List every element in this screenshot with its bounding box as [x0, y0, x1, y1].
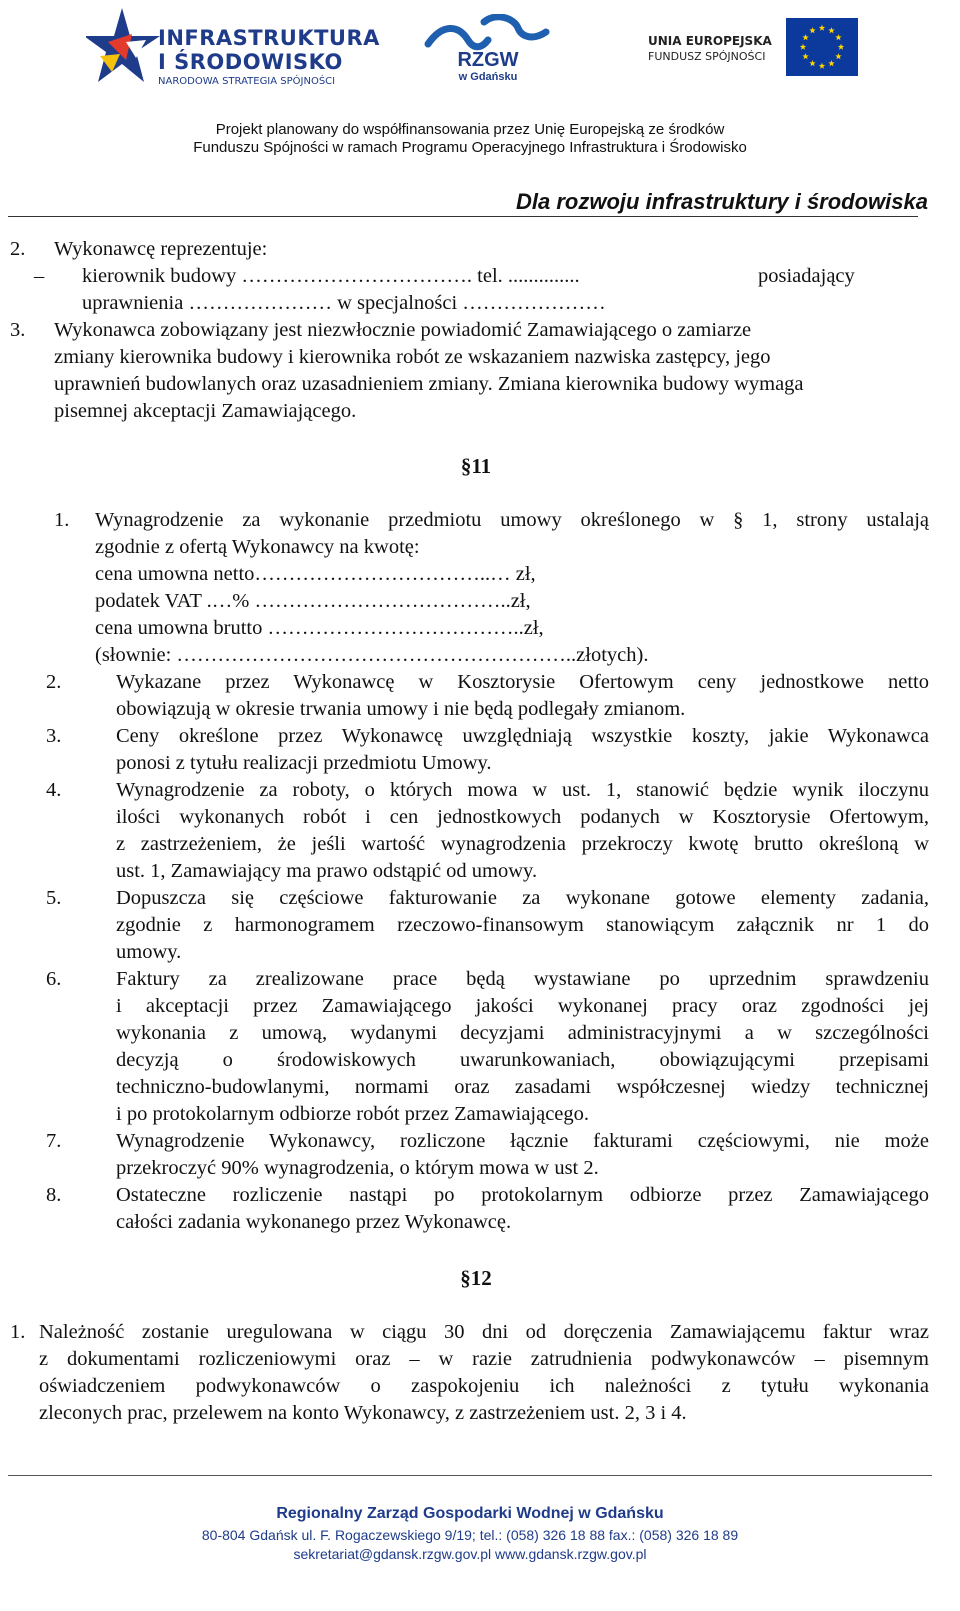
list-number: 6.: [46, 968, 62, 990]
paragraph-line: i po protokolarnym odbiorze robót przez Zamawiającego.: [116, 1103, 590, 1125]
paragraph-line: całości zadania wykonanego przez Wykonawcę.: [116, 1211, 512, 1233]
footer-divider: [8, 1475, 932, 1476]
paragraph-line: z zastrzeżeniem, że jeśli wartość wynagrodzenia przekroczy kwotę brutto określoną w: [116, 833, 929, 855]
paragraph-line: umowy.: [116, 941, 182, 963]
paragraph-line: Wynagrodzenie za wykonanie przedmiotu umowy określonego w § 1, strony ustalają: [95, 509, 929, 531]
paragraph-line: i akceptacji przez Zamawiającego jakości wykonanej pracy oraz zgodności jej: [116, 995, 929, 1017]
paragraph-line: posiadający: [758, 265, 855, 287]
paragraph-line: Wynagrodzenie Wykonawcy, rozliczone łącznie fakturami częściowymi, nie może: [116, 1130, 929, 1152]
eu-cohesion-fund-logo: [648, 16, 858, 80]
paragraph-line: pisemnej akceptacji Zamawiającego.: [54, 400, 357, 422]
paragraph-line: Wykazane przez Wykonawcę w Kosztorysie Ofertowym ceny jednostkowe netto: [116, 671, 929, 693]
paragraph-line: uprawnień budowlanych oraz uzasadnieniem zmiany. Zmiana kierownika budowy wymaga: [54, 373, 804, 395]
page-header: [0, 0, 960, 160]
eu-flag-icon: [786, 18, 858, 76]
eu-logo-text-1: UNIA EUROPEJSKA: [648, 34, 772, 48]
paragraph-line: ponosi z tytułu realizacji przedmiotu Umowy.: [116, 752, 492, 774]
project-info-line-2: Funduszu Spójności w ramach Programu Operacyjnego Infrastruktura i Środowisko: [193, 139, 747, 156]
dash-bullet: –: [34, 265, 45, 287]
list-number: 5.: [46, 887, 62, 909]
paragraph-line: obowiązują w okresie trwania umowy i nie będą podlegały zmianom.: [116, 698, 686, 720]
logo-text-infrastruktura: INFRASTRUKTURA: [158, 26, 380, 50]
star-logo-icon: [86, 6, 164, 86]
list-number: 3.: [10, 319, 26, 341]
paragraph-line: wykonania z umową, wydanymi decyzjami administracyjnymi a w szczególności: [116, 1022, 929, 1044]
paragraph-line: kierownik budowy ……………………………. tel. ..............: [82, 265, 580, 287]
paragraph-line: zgodnie z harmonogramem rzeczowo-finansowym stanowiącym załącznik nr 1 do: [116, 914, 929, 936]
list-number: 1.: [10, 1321, 26, 1343]
rzgw-logo-title: RZGW: [457, 49, 519, 71]
paragraph-line: z dokumentami rozliczeniowymi oraz – w razie zatrudnienia podwykonawców – pisemnym: [39, 1348, 929, 1370]
list-number: 1.: [54, 509, 70, 531]
rzgw-logo: [422, 14, 552, 84]
footer-institution: Regionalny Zarząd Gospodarki Wodnej w Gdańsku: [276, 1505, 664, 1522]
list-number: 2.: [10, 238, 26, 260]
infrastruktura-srodowisko-logo: [86, 6, 380, 87]
list-number: 3.: [46, 725, 62, 747]
paragraph-line: zleconych prac, przelewem na konto Wykonawcy, z zastrzeżeniem ust. 2, 3 i 4.: [39, 1402, 687, 1424]
list-number: 2.: [46, 671, 62, 693]
price-words-line: (słownie: …………………………………………………..złotych).: [95, 644, 649, 666]
header-divider: [8, 216, 918, 217]
paragraph-line: Faktury za zrealizowane prace będą wystawiane po uprzednim sprawdzeniu: [116, 968, 929, 990]
paragraph-line: Wykonawcę reprezentuje:: [54, 238, 268, 260]
paragraph-line: decyzją o środowiskowych uwarunkowaniach, obowiązującymi przepisami: [116, 1049, 929, 1071]
footer-address: 80-804 Gdańsk ul. F. Rogaczewskiego 9/19; tel.: (058) 326 18 88 fax.: (058) 326 18 89: [201, 1527, 739, 1543]
section-heading-12: §12: [460, 1266, 492, 1290]
paragraph-line: przekroczyć 90% wynagrodzenia, o którym mowa w ust 2.: [116, 1157, 599, 1179]
paragraph-line: Ostateczne rozliczenie nastąpi po protokolarnym odbiorze przez Zamawiającego: [116, 1184, 929, 1206]
paragraph-line: Dopuszcza się częściowe fakturowanie za wykonane gotowe elementy zadania,: [116, 887, 929, 909]
paragraph-line: zmiany kierownika budowy i kierownika robót ze wskazaniem nazwiska zastępcy, jego: [54, 346, 771, 368]
header-slogan: Dla rozwoju infrastruktury i środowiska: [516, 189, 928, 214]
paragraph-line: techniczno-budowlanymi, normami oraz zasadami współczesnej wiedzy technicznej: [116, 1076, 929, 1098]
list-number: 7.: [46, 1130, 62, 1152]
vat-line: podatek VAT .…% ………………………………..zł,: [95, 590, 531, 612]
logo-text-nss: NARODOWA STRATEGIA SPÓJNOŚCI: [158, 76, 336, 87]
price-net-line: cena umowna netto……………………………..… zł,: [95, 563, 536, 585]
section-heading-11: §11: [460, 454, 492, 478]
rzgw-wave-icon: [422, 14, 552, 84]
logo-text-srodowisko: I ŚRODOWISKO: [158, 50, 343, 74]
paragraph-line: Wykonawca zobowiązany jest niezwłocznie powiadomić Zamawiającego o zamiarze: [54, 319, 752, 341]
paragraph-line: Ceny określone przez Wykonawcę uwzględniają wszystkie koszty, jakie Wykonawca: [116, 725, 929, 747]
paragraph-line: zgodnie z ofertą Wykonawcy na kwotę:: [95, 536, 420, 558]
paragraph-line: ilości wykonanych robót i cen jednostkowych podanych w Kosztorysie Ofertowym,: [116, 806, 929, 828]
list-number: 4.: [46, 779, 62, 801]
price-gross-line: cena umowna brutto ………………………………..zł,: [95, 617, 544, 639]
list-number: 8.: [46, 1184, 62, 1206]
paragraph-line: ust. 1, Zamawiający ma prawo odstąpić od umowy.: [116, 860, 538, 882]
rzgw-logo-subtitle: w Gdańsku: [458, 71, 518, 83]
project-info-line-1: Projekt planowany do współfinansowania przez Unię Europejską ze środków: [215, 121, 725, 138]
paragraph-line: oświadczeniem podwykonawców o zaspokojeniu ich należności z tytułu wykonania: [39, 1375, 929, 1397]
paragraph-line: Wynagrodzenie za roboty, o których mowa w ust. 1, stanowić będzie wynik iloczynu: [116, 779, 929, 801]
footer-contact: sekretariat@gdansk.rzgw.gov.pl www.gdansk.rzgw.gov.pl: [293, 1546, 647, 1562]
eu-logo-text-2: FUNDUSZ SPÓJNOŚCI: [648, 50, 766, 63]
paragraph-line: Należność zostanie uregulowana w ciągu 30 dni od doręczenia Zamawiającemu faktur wraz: [39, 1321, 929, 1343]
paragraph-line: uprawnienia ………………… w specjalności …………………: [82, 292, 606, 314]
